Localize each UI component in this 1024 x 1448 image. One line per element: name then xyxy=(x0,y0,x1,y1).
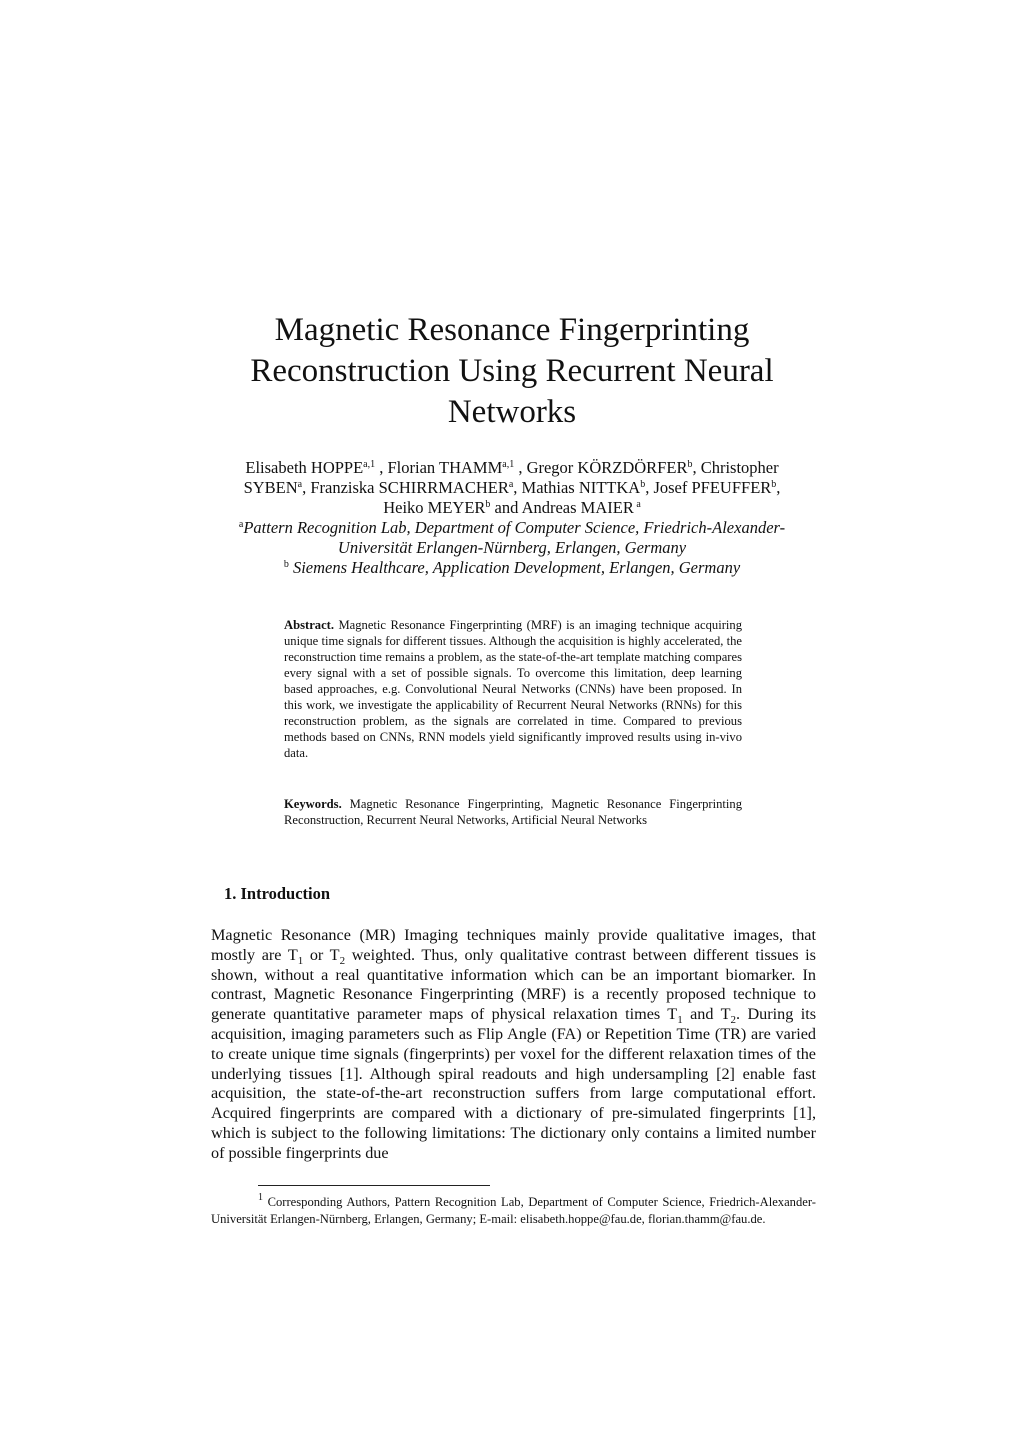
author-affil-mark: b xyxy=(485,499,491,510)
author-name: Elisabeth HOPPE xyxy=(245,458,364,477)
keywords-text: Magnetic Resonance Fingerprinting, Magnetic Resonance Fingerprinting Reconstruction, Recurrent Neural Networks, Artificial Neural Networks xyxy=(284,797,742,827)
footnote-divider xyxy=(258,1185,490,1186)
author-affil-mark: a xyxy=(633,499,641,510)
author-name: , Christopher xyxy=(692,458,779,477)
author-name: , xyxy=(776,478,781,497)
section-heading-introduction: 1. Introduction xyxy=(224,884,331,903)
intro-text: Magnetic Resonance (MR) Imaging techniques mainly provide qualitative images, that mostly are T xyxy=(211,926,816,964)
abstract-label: Abstract. xyxy=(284,618,335,632)
author-affil-mark: a,1 xyxy=(363,459,376,470)
author-name: , Mathias NITTKA xyxy=(513,478,641,497)
author-line-2 xyxy=(200,478,824,498)
affiliations xyxy=(200,518,824,578)
subscript: 2 xyxy=(339,955,346,968)
subscript: 1 xyxy=(297,955,304,968)
keywords xyxy=(284,796,742,828)
author-affil-mark: a xyxy=(508,479,514,490)
title-line: Magnetic Resonance Fingerprinting xyxy=(274,312,750,348)
author-affil-mark: b xyxy=(640,479,646,490)
author-name: Heiko MEYER xyxy=(383,498,486,517)
affiliation-b xyxy=(200,558,824,578)
author-affil-mark: b xyxy=(687,459,693,470)
subscript: 1 xyxy=(677,1014,683,1027)
footnote xyxy=(211,1194,816,1228)
author-affil-mark: a xyxy=(297,479,303,490)
title-line: Reconstruction Using Recurrent Neural xyxy=(250,353,774,389)
author-line-3 xyxy=(200,498,824,518)
author-name: , Josef PFEUFFER xyxy=(645,478,772,497)
footnote-mark: 1 xyxy=(258,1192,263,1203)
author-name: SYBEN xyxy=(243,478,298,497)
author-name: , Gregor KÖRZDÖRFER xyxy=(518,458,688,477)
author-line-1 xyxy=(200,458,824,478)
affiliation-text: Pattern Recognition Lab, Department of Computer Science, Friedrich-Alexander- xyxy=(243,518,786,537)
intro-text: weighted. Thus, only qualitative contrast between different tissues is shown, without a real quantitative information which can be an important biomarker. In contrast, Magnetic Resonance Fingerprinting (MRF) is a recently proposed technique to generate quantitative parameter maps of physical relaxation times T xyxy=(211,945,816,1024)
footnote-text: Corresponding Authors, Pattern Recognition Lab, Department of Computer Science, Friedrich-Alexander-Universität Erlangen-Nürnberg, Erlangen, Germany; E-mail: elisabeth.hoppe@fau.de, florian.thamm@fau.de. xyxy=(211,1195,816,1226)
intro-text: . During its acquisition, imaging parameters such as Flip Angle (FA) or Repetition Time (TR) are varied to create unique time signals (fingerprints) per voxel for the different relaxation times of the underlying tissues [1]. Although spiral readouts and high undersampling [2] enable fast acquisition, the state-of-the-art reconstruction suffers from large computational effort. Acquired fingerprints are compared with a dictionary of pre-simulated fingerprints [1], which is subject to the following limitations: The dictionary only contains a limited number of possible fingerprints due xyxy=(211,1005,817,1162)
subscript: 2 xyxy=(730,1014,736,1027)
author-name: , Florian THAMM xyxy=(379,458,503,477)
affiliation-mark: b xyxy=(283,559,289,570)
keywords-label: Keywords. xyxy=(284,797,342,811)
author-name: and Andreas MAIER xyxy=(490,498,634,517)
author-affil-mark: b xyxy=(771,479,777,490)
affiliation-text: Siemens Healthcare, Application Development, Erlangen, Germany xyxy=(288,558,741,577)
abstract-text: Magnetic Resonance Fingerprinting (MRF) is an imaging technique acquiring unique time signals for different tissues. Although the acquisition is highly accelerated, the reconstruction time remains a problem, as the state-of-the-art template matching compares every signal with a set of possible signals. To overcome this limitation, deep learning based approaches, e.g. Convolutional Neural Networks (CNNs) have been proposed. In this work, we investigate the applicability of Recurrent Neural Networks (RNNs) for this reconstruction problem, as the signals are correlated in time. Compared to previous methods based on CNNs, RNN models yield significantly improved results using in-vivo data. xyxy=(284,618,742,760)
introduction-paragraph xyxy=(211,926,816,1164)
intro-text: and T xyxy=(682,1005,731,1024)
author-list xyxy=(200,458,824,518)
affiliation-a-line-1 xyxy=(200,518,824,538)
intro-text: or T xyxy=(303,945,340,964)
abstract xyxy=(284,617,742,761)
author-name: , Franziska SCHIRRMACHER xyxy=(302,478,509,497)
title-line: Networks xyxy=(447,394,577,430)
paper-title xyxy=(200,310,824,433)
affiliation-a-line-2: Universität Erlangen-Nürnberg, Erlangen, Germany xyxy=(337,538,687,557)
author-affil-mark: a,1 xyxy=(502,459,515,470)
affiliation-mark: a xyxy=(238,519,244,530)
